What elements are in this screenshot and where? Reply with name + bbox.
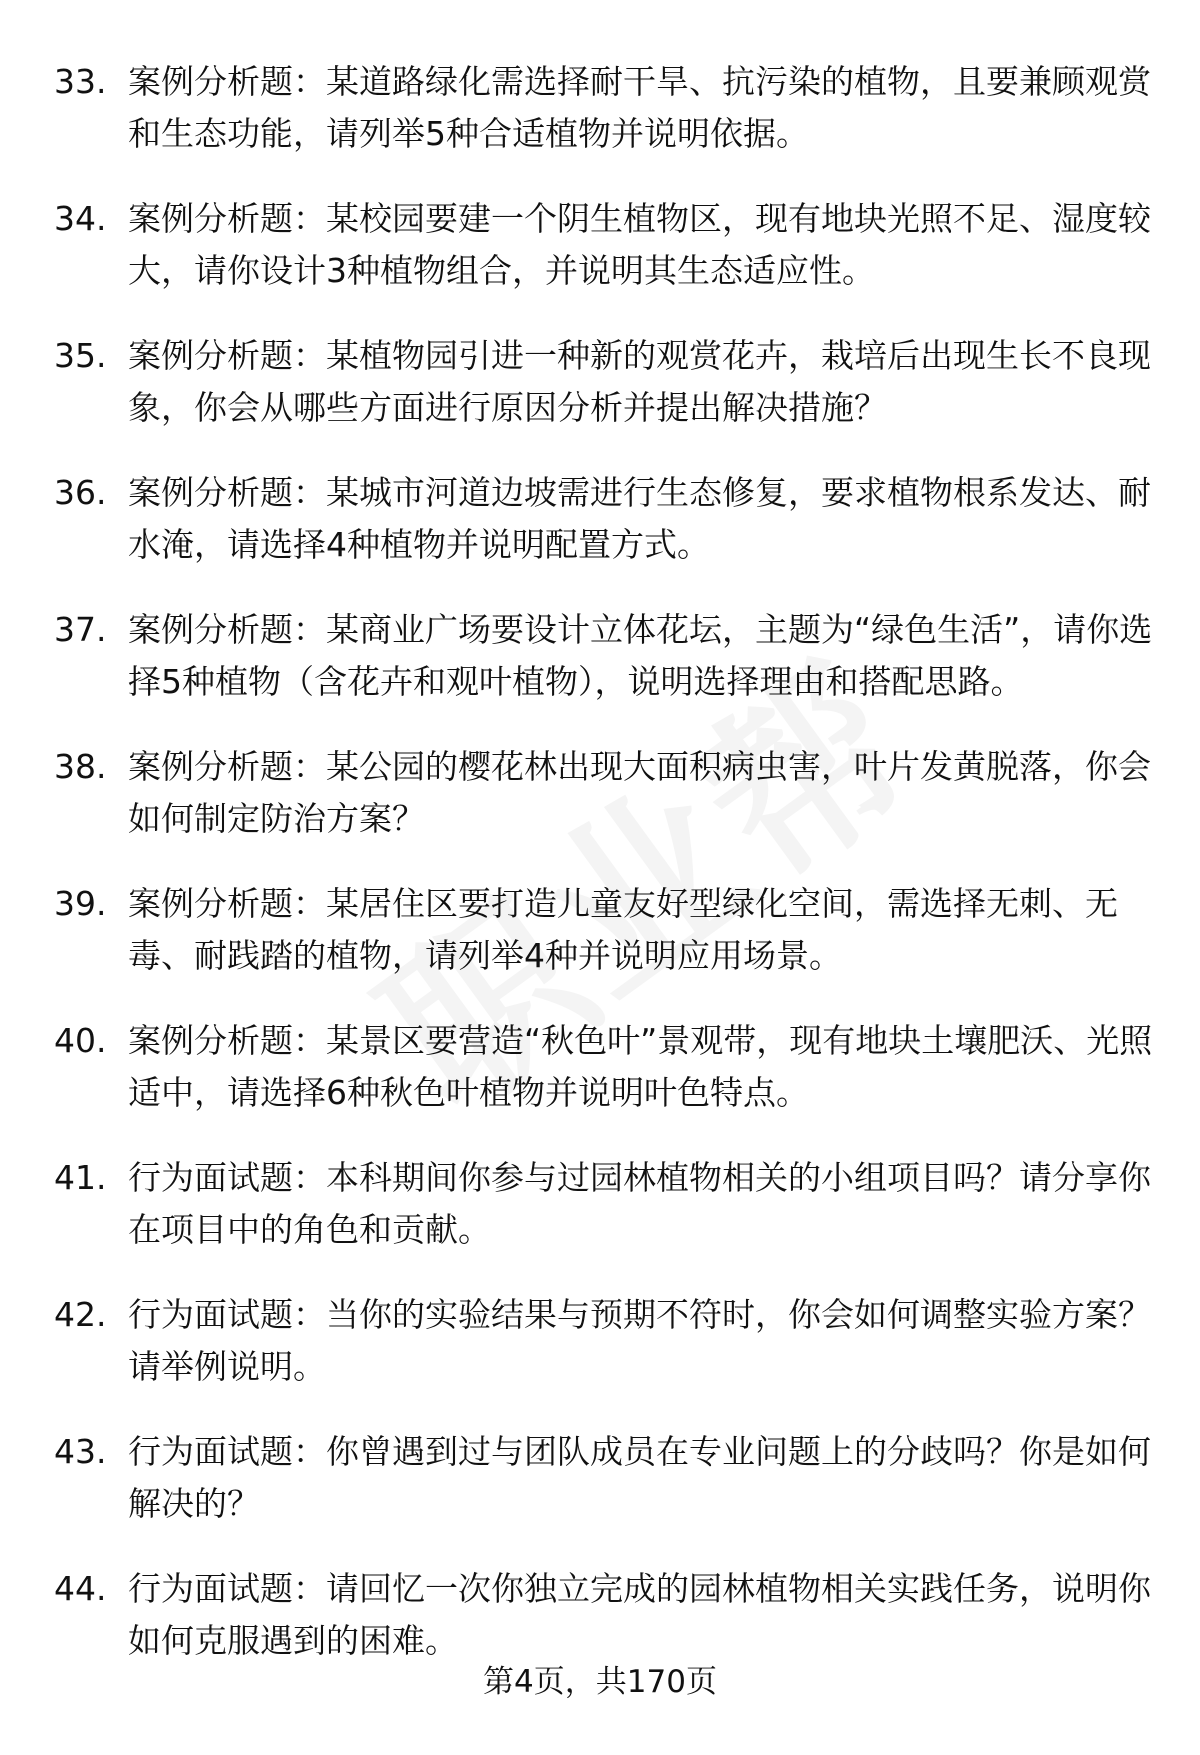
question-text: 行为面试题：本科期间你参与过园林植物相关的小组项目吗？请分享你在项目中的角色和贡献。 [128, 1158, 1151, 1249]
question-text: 行为面试题：当你的实验结果与预期不符时，你会如何调整实验方案？请举例说明。 [128, 1295, 1151, 1386]
question-text: 案例分析题：某景区要营造“秋色叶”景观带，现有地块土壤肥沃、光照适中，请选择6种秋色叶植物并说明叶色特点。 [128, 1021, 1153, 1112]
question-number: 36. [54, 473, 107, 512]
question-item [0, 1289, 1200, 1393]
question-item [0, 741, 1200, 845]
question-text: 案例分析题：某植物园引进一种新的观赏花卉，栽培后出现生长不良现象，你会从哪些方面进行原因分析并提出解决措施？ [128, 336, 1151, 427]
question-number: 44. [54, 1569, 107, 1608]
question-number: 33. [54, 62, 107, 101]
page-footer [0, 1660, 1200, 1704]
question-number: 40. [54, 1021, 107, 1060]
question-number: 38. [54, 747, 107, 786]
question-number: 42. [54, 1295, 107, 1334]
question-item [0, 193, 1200, 297]
question-number: 34. [54, 199, 107, 238]
question-text: 行为面试题：你曾遇到过与团队成员在专业问题上的分歧吗？你是如何解决的？ [128, 1432, 1151, 1523]
question-list [0, 56, 1200, 1700]
question-text: 行为面试题：请回忆一次你独立完成的园林植物相关实践任务，说明你如何克服遇到的困难。 [128, 1569, 1151, 1660]
question-number: 35. [54, 336, 107, 375]
question-text: 案例分析题：某城市河道边坡需进行生态修复，要求植物根系发达、耐水淹，请选择4种植物并说明配置方式。 [128, 473, 1151, 564]
question-text: 案例分析题：某商业广场要设计立体花坛，主题为“绿色生活”，请你选择5种植物（含花卉和观叶植物），说明选择理由和搭配思路。 [128, 610, 1153, 701]
question-text: 案例分析题：某道路绿化需选择耐干旱、抗污染的植物，且要兼顾观赏和生态功能，请列举5种合适植物并说明依据。 [128, 62, 1151, 153]
question-number: 43. [54, 1432, 107, 1471]
question-item [0, 604, 1200, 708]
question-item [0, 1426, 1200, 1530]
question-text: 案例分析题：某居住区要打造儿童友好型绿化空间，需选择无刺、无毒、耐践踏的植物，请列举4种并说明应用场景。 [128, 884, 1118, 975]
question-text: 案例分析题：某校园要建一个阴生植物区，现有地块光照不足、湿度较大，请你设计3种植物组合，并说明其生态适应性。 [128, 199, 1151, 290]
question-item [0, 56, 1200, 160]
question-item [0, 1563, 1200, 1667]
question-number: 37. [54, 610, 107, 649]
question-item [0, 467, 1200, 571]
question-number: 39. [54, 884, 107, 923]
question-number: 41. [54, 1158, 107, 1197]
question-item [0, 1152, 1200, 1256]
page-indicator: 第4页，共170页 [483, 1664, 717, 1700]
question-item [0, 1015, 1200, 1119]
question-text: 案例分析题：某公园的樱花林出现大面积病虫害，叶片发黄脱落，你会如何制定防治方案？ [128, 747, 1151, 838]
question-item [0, 330, 1200, 434]
question-item [0, 878, 1200, 982]
